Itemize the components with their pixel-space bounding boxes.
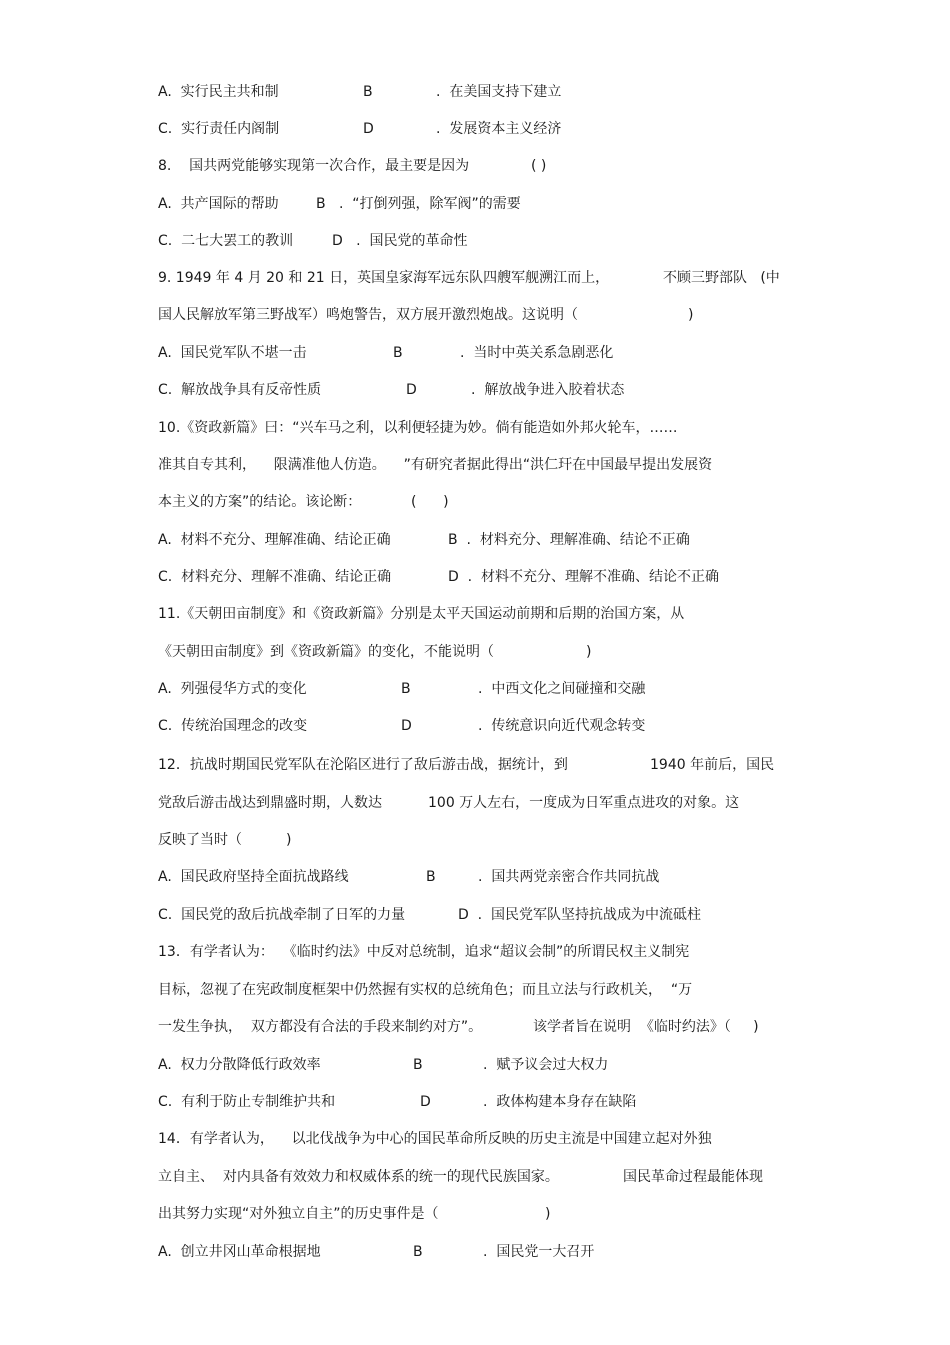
text-segment: 目标，忽视了在宪政制度框架中仍然握有实权的总统角色；而且立法与行政机关， “万 — [158, 982, 693, 998]
text-segment: C. 二七大罢工的教训 — [158, 233, 294, 249]
text-segment: C. 有利于防止专制维护共和 — [158, 1094, 336, 1110]
text-segment: . 发展资本主义经济 — [436, 121, 562, 137]
text-segment: D — [401, 718, 412, 734]
text-line — [158, 1017, 920, 1037]
text-segment: 13．有学者认为： 《临时约法》中反对总统制，追求“超议会制”的所谓民权主义制宪 — [158, 944, 690, 960]
text-segment: C. 材料充分、理解不准确、结论正确 — [158, 569, 392, 585]
text-segment: A. 共产国际的帮助 — [158, 196, 279, 212]
text-line — [158, 1055, 920, 1075]
text-line — [158, 343, 920, 363]
text-line — [158, 642, 920, 662]
text-segment: D — [363, 121, 374, 137]
text-line — [158, 793, 920, 813]
text-line — [158, 1129, 920, 1149]
text-segment: ) — [545, 1206, 551, 1222]
text-segment: B — [413, 1244, 423, 1260]
text-segment: D . 国民党的革命性 — [332, 233, 468, 249]
text-segment: . 赋予议会过大权力 — [483, 1057, 609, 1073]
text-segment: B . “打倒列强，除军阀”的需要 — [316, 196, 521, 212]
text-segment: B — [363, 84, 373, 100]
text-line — [158, 716, 920, 736]
text-segment: 14．有学者认为， 以北伐战争为中心的国民革命所反映的历史主流是中国建立起对外独 — [158, 1131, 712, 1147]
text-line — [158, 156, 920, 176]
text-line — [158, 567, 920, 587]
text-segment: ) — [586, 644, 592, 660]
text-line — [158, 305, 920, 325]
text-segment: 党敌后游击战达到鼎盛时期，人数达 — [158, 795, 382, 811]
text-line — [158, 231, 920, 251]
text-segment: A. 创立井冈山革命根据地 — [158, 1244, 321, 1260]
text-segment: 国民革命过程最能体现 — [623, 1169, 763, 1185]
text-segment: A. 国民政府坚持全面抗战路线 — [158, 869, 349, 885]
text-line — [158, 980, 920, 1000]
text-line — [158, 830, 920, 850]
text-segment: 8. 国共两党能够实现第一次合作，最主要是因为 — [158, 158, 470, 174]
text-line — [158, 604, 920, 624]
text-segment: . 中西文化之间碰撞和交融 — [478, 681, 646, 697]
text-segment: ( ) — [411, 494, 449, 510]
text-line — [158, 679, 920, 699]
text-line — [158, 119, 920, 139]
text-segment: 10.《资政新篇》曰：“兴车马之利，以利便轻捷为妙。倘有能造如外邦火轮车，…… — [158, 420, 678, 436]
text-segment: 该学者旨在说明 《临时约法》（ ) — [533, 1019, 759, 1035]
text-segment: 《天朝田亩制度》到《资政新篇》的变化，不能说明（ — [158, 644, 494, 660]
text-segment: ) — [286, 832, 292, 848]
text-segment: . 在美国支持下建立 — [436, 84, 562, 100]
text-segment: 反映了当时（ — [158, 832, 242, 848]
text-segment: D . 材料不充分、理解不准确、结论不正确 — [448, 569, 720, 585]
text-segment: ( ) — [531, 158, 547, 174]
text-line — [158, 268, 920, 288]
text-segment: . 解放战争进入胶着状态 — [471, 382, 625, 398]
text-segment: B — [393, 345, 403, 361]
text-segment: C. 传统治国理念的改变 — [158, 718, 308, 734]
text-line — [158, 82, 920, 102]
text-line — [158, 455, 920, 475]
text-segment: A. 实行民主共和制 — [158, 84, 279, 100]
text-line — [158, 418, 920, 438]
text-line — [158, 380, 920, 400]
text-segment: B — [413, 1057, 423, 1073]
text-line — [158, 194, 920, 214]
text-segment: 准其自专其利， 限满准他人仿造。 ”有研究者据此得出“洪仁玕在中国最早提出发展资 — [158, 457, 713, 473]
text-segment: . 政体构建本身存在缺陷 — [483, 1094, 637, 1110]
text-segment: 出其努力实现“对外独立自主”的历史事件是（ — [158, 1206, 439, 1222]
text-line — [158, 530, 920, 550]
text-segment: B — [401, 681, 411, 697]
text-segment: B — [426, 869, 436, 885]
text-segment: 1940 年前后，国民 — [650, 757, 775, 773]
text-line — [158, 1167, 920, 1187]
text-segment: . 国民党一大召开 — [483, 1244, 595, 1260]
text-segment: C. 国民党的敌后抗战牵制了日军的力量 — [158, 907, 406, 923]
text-segment: D — [420, 1094, 431, 1110]
text-segment: . 传统意识向近代观念转变 — [478, 718, 646, 734]
text-line — [158, 905, 920, 925]
text-segment: 12．抗战时期国民党军队在沦陷区进行了敌后游击战，据统计，到 — [158, 757, 568, 773]
text-segment: A. 列强侵华方式的变化 — [158, 681, 307, 697]
text-segment: A. 权力分散降低行政效率 — [158, 1057, 321, 1073]
text-segment: D . 国民党军队坚持抗战成为中流砥柱 — [458, 907, 702, 923]
text-segment: C. 解放战争具有反帝性质 — [158, 382, 322, 398]
text-segment: B . 材料充分、理解准确、结论不正确 — [448, 532, 690, 548]
text-segment: ) — [688, 307, 694, 323]
text-segment: 100 万人左右，一度成为日军重点进攻的对象。这 — [428, 795, 740, 811]
text-segment: . 当时中英关系急剧恶化 — [460, 345, 614, 361]
text-line — [158, 1242, 920, 1262]
text-segment: D — [406, 382, 417, 398]
text-segment: 国人民解放军第三野战军）鸣炮警告，双方展开激烈炮战。这说明（ — [158, 307, 578, 323]
text-line — [158, 1092, 920, 1112]
text-segment: 立自主、 对内具备有效效力和权威体系的统一的现代民族国家。 — [158, 1169, 559, 1185]
text-segment: 一发生争执， 双方都没有合法的手段来制约对方”。 — [158, 1019, 483, 1035]
text-line — [158, 1204, 920, 1224]
text-line — [158, 755, 920, 775]
text-line — [158, 942, 920, 962]
text-segment: 不顾三野部队 (中 — [663, 270, 780, 286]
text-segment: . 国共两党亲密合作共同抗战 — [478, 869, 660, 885]
text-segment: 9. 1949 年 4 月 20 和 21 日，英国皇家海军远东队四艘军舰溯江而上， — [158, 270, 610, 286]
text-segment: A. 材料不充分、理解准确、结论正确 — [158, 532, 391, 548]
text-line — [158, 492, 920, 512]
text-segment: 11.《天朝田亩制度》和《资政新篇》分别是太平天国运动前期和后期的治国方案，从 — [158, 606, 685, 622]
text-segment: 本主义的方案”的结论。该论断： — [158, 494, 362, 510]
text-line — [158, 867, 920, 887]
text-segment: A. 国民党军队不堪一击 — [158, 345, 307, 361]
text-segment: C. 实行责任内阁制 — [158, 121, 280, 137]
